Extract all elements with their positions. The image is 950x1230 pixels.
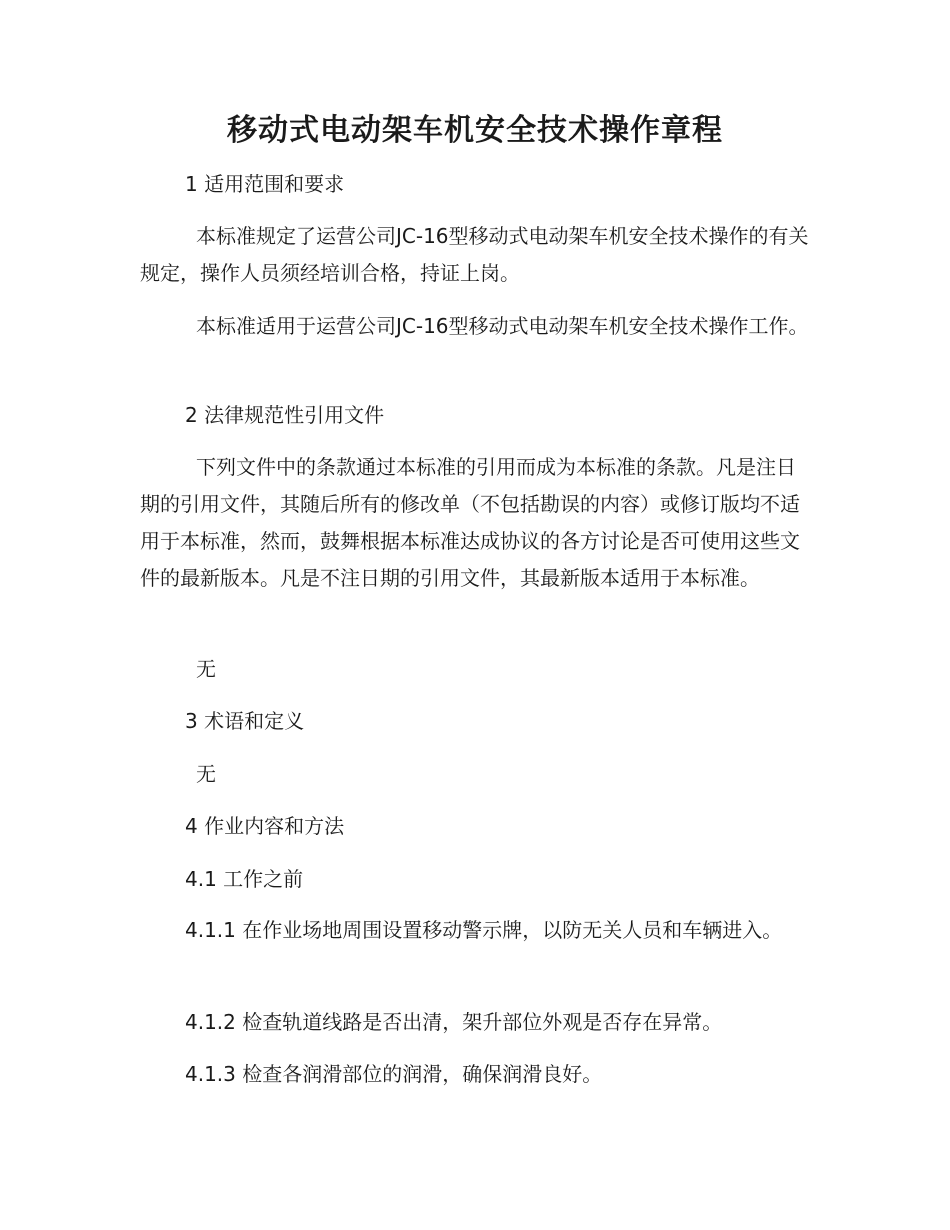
section-2-heading: 2 法律规范性引用文件	[185, 403, 385, 427]
item-4-1-2: 4.1.2 检查轨道线路是否出清，架升部位外观是否存在异常。	[185, 1010, 723, 1034]
section-2-none: 无	[196, 657, 216, 681]
section-3-heading: 3 术语和定义	[185, 709, 305, 733]
section-4-heading: 4 作业内容和方法	[185, 814, 345, 838]
item-4-1-3: 4.1.3 检查各润滑部位的润滑，确保润滑良好。	[185, 1062, 603, 1086]
section-1-paragraph-1: 本标准规定了运营公司JC-16型移动式电动架车机安全技术操作的有关规定，操作人员须经培训合格，持证上岗。	[140, 224, 809, 285]
section-1-heading: 1 适用范围和要求	[185, 172, 345, 196]
section-4-1-heading: 4.1 工作之前	[185, 867, 304, 891]
section-2-paragraph-1: 下列文件中的条款通过本标准的引用而成为本标准的条款。凡是注日期的引用文件，其随后所有的修改单（不包括勘误的内容）或修订版均不适用于本标准，然而，鼓舞根据本标准达成协议的各方讨论是否可使用这些文件的最新版本。凡是不注日期的引用文件，其最新版本适用于本标准。	[140, 455, 800, 590]
document-title: 移动式电动架车机安全技术操作章程	[227, 113, 723, 148]
section-3-none: 无	[196, 762, 216, 786]
section-1-paragraph-2: 本标准适用于运营公司JC-16型移动式电动架车机安全技术操作工作。	[196, 314, 809, 338]
item-4-1-1: 4.1.1 在作业场地周围设置移动警示牌，以防无关人员和车辆进入。	[185, 918, 783, 942]
